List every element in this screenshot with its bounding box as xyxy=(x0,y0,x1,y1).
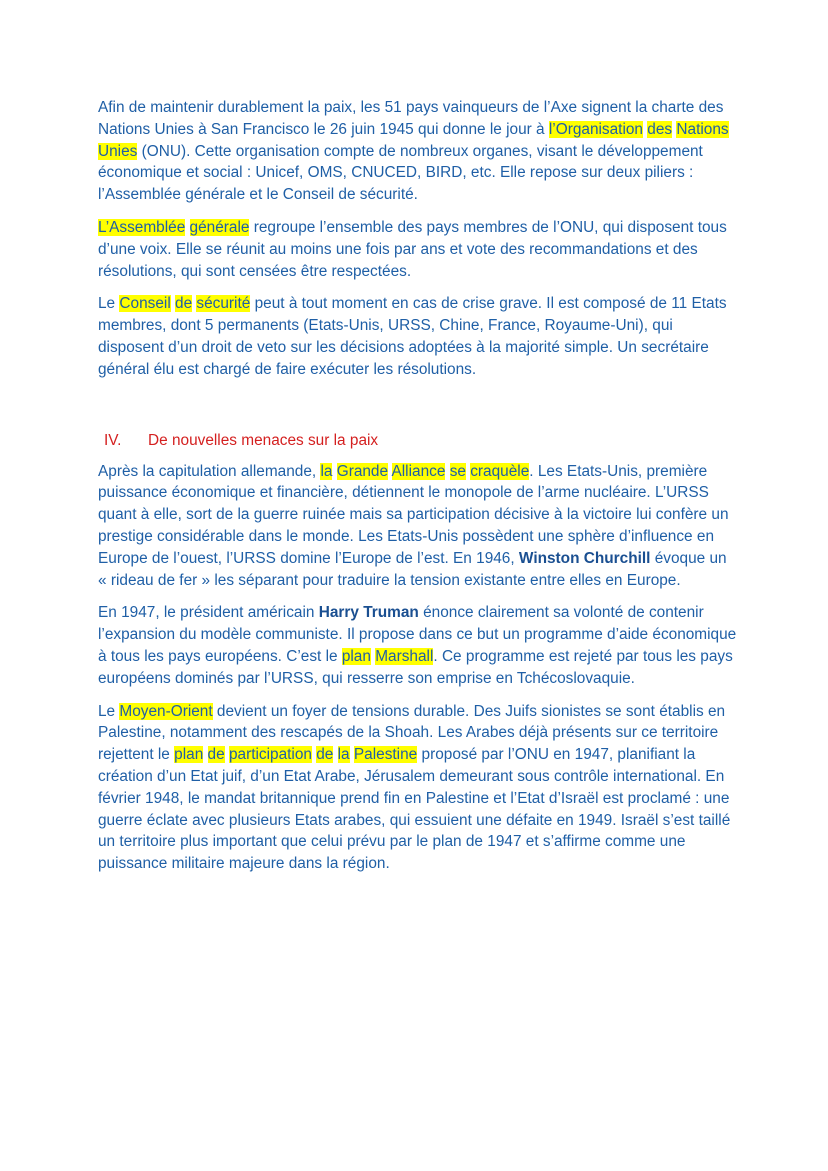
paragraph-grand-alliance xyxy=(98,461,738,592)
text-run xyxy=(185,219,189,236)
text-run: . Les Etats-Unis, première puissance économique et financière, détiennent le monopole de l’arme nucléaire. L’URSS quant à elle, sort de la guerre ruinée mais sa participation décisive à la victoire lui confère un prestige considérable dans le monde. Les Etats-Unis possèdent une sphère d’influence en Europe de l’ouest, l’URSS domine l’Europe de l’est. En 1946, xyxy=(98,462,729,567)
text-run: En 1947, le président américain xyxy=(98,604,319,622)
text-run: devient un foyer de tensions durable. Des Juifs sionistes se sont établis en Palestine, notamment des rescapés de la Shoah. Les Arabes déjà présents sur ce territoire rejettent le xyxy=(98,702,726,764)
highlighted-term: Nations xyxy=(676,120,729,138)
section-number: IV. xyxy=(104,431,122,449)
highlighted-term: de xyxy=(207,746,225,764)
paragraph-marshall-plan xyxy=(98,602,738,689)
paragraph-security-council xyxy=(98,293,738,380)
bold-name: Winston Churchill xyxy=(518,549,651,567)
paragraph-middle-east xyxy=(98,701,738,875)
bold-name: Harry Truman xyxy=(318,604,419,622)
highlighted-term: l’Organisation xyxy=(548,120,643,138)
highlighted-term: Grande xyxy=(336,462,389,480)
section-title: De nouvelles menaces sur la paix xyxy=(148,431,379,449)
highlighted-term: plan xyxy=(174,746,204,764)
highlighted-term: se xyxy=(449,462,466,480)
highlighted-term: la xyxy=(337,746,350,764)
text-run: proposé par l’ONU en 1947, planifiant la création d’un Etat juif, d’un Etat Arabe, Jérusalem demeurant sous contrôle international. En février 1948, le mandat britannique prend fin en Palestine et l’Etat d’Israël est proclamé : une guerre éclate avec plusieurs Etats arabes, qui essuient une défaite en 1949. Israël s’est taillé un territoire plus important que celui prévu par le plan de 1947 et s’affirme comme une puissance militaire majeure dans la région. xyxy=(98,746,731,873)
highlighted-term: Palestine xyxy=(353,746,418,764)
highlighted-term: Conseil xyxy=(119,295,171,313)
highlighted-term: Unies xyxy=(98,142,138,160)
text-run: (ONU). Cette organisation compte de nombreux organes, visant le développement économique et social : Unicef, OMS, CNUCED, BIRD, etc. Elle repose sur deux piliers : l’Assemblée générale et le Conseil de sécurité. xyxy=(98,142,703,204)
highlighted-term: Marshall xyxy=(375,647,434,665)
text-run: peut à tout moment en cas de crise grave. Il est composé de 11 Etats membres, dont 5 permanents (Etats-Unis, URSS, Chine, France, Royaume-Uni), qui disposent d’un droit de veto sur les décisions adoptées à la majorité simple. Un secrétaire général élu est chargé de faire exécuter les résolutions. xyxy=(98,295,727,378)
highlighted-term: craquèle xyxy=(470,462,530,480)
highlighted-term: des xyxy=(647,120,673,138)
text-run: évoque un « rideau de fer » les séparant pour traduire la tension existante entre elles en Europe. xyxy=(98,549,727,589)
text-run: regroupe l’ensemble des pays membres de l’ONU, qui disposent tous d’une voix. Elle se réunit au moins une fois par ans et vote des recommandations et des résolutions, qui sont censées être respectées. xyxy=(98,218,727,280)
highlighted-term: de xyxy=(316,746,334,764)
text-run: Le xyxy=(98,295,120,313)
highlighted-term: sécurité xyxy=(196,295,251,313)
paragraph-onu-charter xyxy=(98,97,738,206)
highlighted-term: la xyxy=(320,462,333,480)
text-run xyxy=(388,463,391,480)
section-heading xyxy=(104,430,738,452)
highlighted-term: participation xyxy=(228,746,312,764)
highlighted-term: Moyen-Orient xyxy=(119,702,213,720)
text-run xyxy=(203,746,207,763)
text-run: énonce clairement sa volonté de contenir l’expansion du modèle communiste. Il propose dans ce but un programme d’aide économique à tous les pays européens. C’est le xyxy=(98,604,737,665)
highlighted-term: Alliance xyxy=(391,462,446,480)
paragraph-general-assembly xyxy=(98,217,738,282)
text-run: Le xyxy=(98,702,120,720)
highlighted-term: générale xyxy=(189,218,250,236)
text-run xyxy=(333,746,337,763)
highlighted-term: de xyxy=(175,295,193,313)
text-run: . Ce programme est rejeté par tous les pays européens dominés par l’URSS, qui resserre son emprise en Tchécoslovaquie. xyxy=(98,647,733,687)
text-run: Afin de maintenir durablement la paix, les 51 pays vainqueurs de l’Axe signent la charte des Nations Unies à San Francisco le 26 juin 1945 qui donne le jour à xyxy=(98,99,724,138)
highlighted-term: L’Assemblée xyxy=(98,218,186,236)
text-run: Après la capitulation allemande, xyxy=(98,462,321,480)
highlighted-term: plan xyxy=(341,647,371,665)
